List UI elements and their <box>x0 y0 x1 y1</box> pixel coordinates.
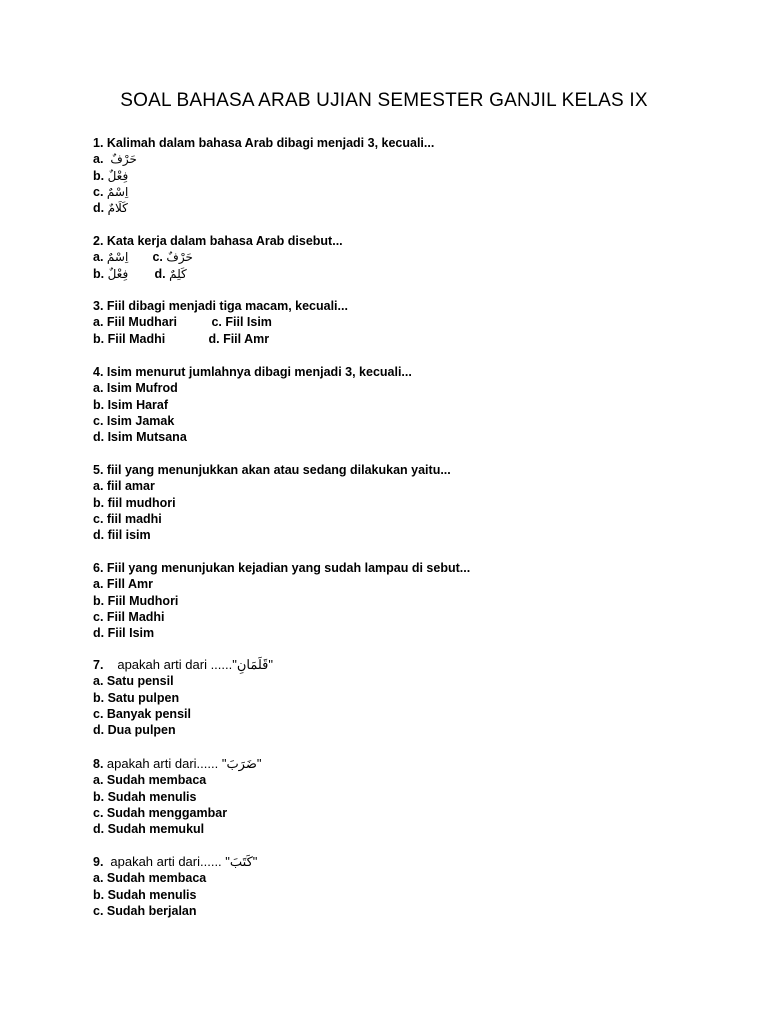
question-stem: 2. Kata kerja dalam bahasa Arab disebut... <box>93 234 343 248</box>
question-8 <box>93 756 693 837</box>
question-stem: 4. Isim menurut jumlahnya dibagi menjadi 3, kecuali... <box>93 365 412 379</box>
question-number: 8. <box>93 757 104 771</box>
option-d: d. كَلِمٌ <box>154 266 187 281</box>
option-row <box>93 249 693 265</box>
option-b: b. Sudah menulis <box>93 887 197 902</box>
question-6 <box>93 560 693 641</box>
question-stem <box>93 657 693 673</box>
option-a: a. اِسْمٌ <box>93 250 129 265</box>
option-a: a. Isim Mufrod <box>93 381 178 396</box>
option-b: b. Isim Haraf <box>93 397 169 412</box>
option-d: d. Fiil Amr <box>208 331 270 346</box>
option-a: a. Satu pensil <box>93 674 174 689</box>
option-row <box>93 314 693 330</box>
option-d: d. Fiil Isim <box>93 626 155 641</box>
option-b: b. فِعْلٌ <box>93 168 129 183</box>
option-a: a. fiil amar <box>93 479 155 494</box>
arabic-word: حَرْفٌ <box>166 250 193 265</box>
question-5 <box>93 462 693 543</box>
arabic-word: كَلِمٌ <box>169 266 187 281</box>
question-stem <box>93 854 693 870</box>
option-b: b. Fiil Madhi <box>93 331 166 346</box>
question-text: apakah arti dari...... "كَتَبَ" <box>110 854 258 869</box>
option-a: a. Fill Amr <box>93 577 153 592</box>
question-stem: 3. Fiil dibagi menjadi tiga macam, kecuali... <box>93 299 348 313</box>
question-stem: 1. Kalimah dalam bahasa Arab dibagi menjadi 3, kecuali... <box>93 136 435 150</box>
question-2 <box>93 233 693 282</box>
question-stem <box>93 756 693 772</box>
option-b: b. Sudah menulis <box>93 789 197 804</box>
question-stem: 5. fiil yang menunjukkan akan atau sedang dilakukan yaitu... <box>93 463 451 477</box>
option-c: c. اِسْمٌ <box>93 184 129 199</box>
option-d: d. Isim Mutsana <box>93 430 187 445</box>
option-d: d. كَلَامٌ <box>93 201 128 216</box>
option-b: b. Satu pulpen <box>93 690 180 705</box>
document-title: SOAL BAHASA ARAB UJIAN SEMESTER GANJIL KELAS IX <box>120 90 648 111</box>
option-a: a. Sudah membaca <box>93 871 207 886</box>
option-row <box>93 266 693 282</box>
question-4 <box>93 364 693 445</box>
option-d: d. Sudah memukul <box>93 822 205 837</box>
question-1 <box>93 135 693 216</box>
option-a: a. Sudah membaca <box>93 773 207 788</box>
arabic-word: اِسْمٌ <box>106 250 129 265</box>
question-9 <box>93 854 693 919</box>
arabic-word: كَلَامٌ <box>107 201 128 216</box>
arabic-word: اِسْمٌ <box>106 184 129 199</box>
question-number: 9. <box>93 855 104 869</box>
option-a: a. حَرْفٌ <box>93 152 137 167</box>
option-d: d. Dua pulpen <box>93 723 176 738</box>
option-b: b. Fiil Mudhori <box>93 593 179 608</box>
question-text: apakah arti dari ......"قَلَمَانِ" <box>117 657 274 672</box>
question-3 <box>93 298 693 347</box>
question-number: 7. <box>93 658 104 672</box>
question-text: apakah arti dari...... "ضَرَبَ" <box>106 756 262 771</box>
option-row <box>93 331 693 347</box>
arabic-word: فِعْلٌ <box>107 168 129 183</box>
question-stem: 6. Fiil yang menunjukan kejadian yang sudah lampau di sebut... <box>93 561 471 575</box>
option-c: c. Sudah menggambar <box>93 805 228 820</box>
option-c: c. Isim Jamak <box>93 413 175 428</box>
option-c: c. Fiil Madhi <box>93 609 165 624</box>
option-c: c. حَرْفٌ <box>152 250 193 265</box>
question-7 <box>93 657 693 738</box>
option-c: c. fiil madhi <box>93 511 162 526</box>
arabic-word: حَرْفٌ <box>110 152 137 167</box>
option-b: b. fiil mudhori <box>93 495 176 510</box>
option-a: a. Fiil Mudhari <box>93 315 178 330</box>
option-c: c. Sudah berjalan <box>93 903 197 918</box>
arabic-word: فِعْلٌ <box>107 266 129 281</box>
option-c: c. Banyak pensil <box>93 706 191 721</box>
option-d: d. fiil isim <box>93 528 151 543</box>
option-b: b. فِعْلٌ <box>93 266 129 281</box>
option-c: c. Fiil Isim <box>211 315 272 330</box>
